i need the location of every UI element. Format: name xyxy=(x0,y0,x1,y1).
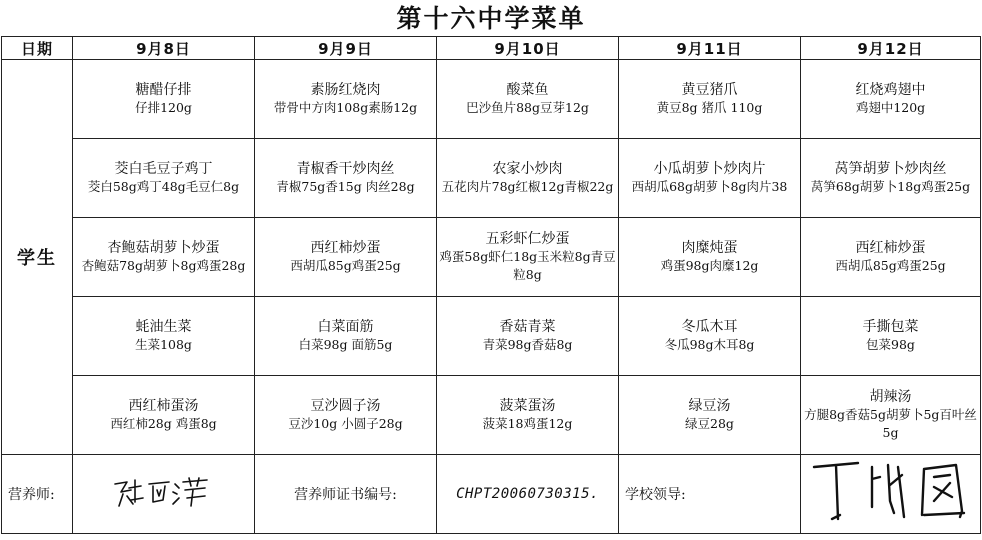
menu-cell xyxy=(255,218,437,297)
date-header-label: 日期 xyxy=(2,37,73,60)
day-header: 9月9日 xyxy=(255,37,437,60)
menu-cell xyxy=(255,297,437,376)
dish-name: 糖醋仔排 xyxy=(135,82,192,98)
dish-name: 茭白毛豆子鸡丁 xyxy=(114,161,213,177)
dish-ingredients: 茭白58g鸡丁48g毛豆仁8g xyxy=(87,179,240,194)
day-header: 9月11日 xyxy=(619,37,801,60)
dish-name: 冬瓜木耳 xyxy=(681,319,738,335)
dish-ingredients: 西胡瓜68g胡萝卜8g肉片38 xyxy=(631,179,788,194)
header-row xyxy=(2,37,981,60)
menu-cell xyxy=(619,60,801,139)
dish-name: 五彩虾仁炒蛋 xyxy=(485,231,570,247)
dish-name: 白菜面筋 xyxy=(317,319,374,335)
dish-name: 杏鲍菇胡萝卜炒蛋 xyxy=(107,240,220,256)
dish-ingredients: 豆沙10g 小圆子28g xyxy=(288,416,403,431)
leader-signature xyxy=(806,457,976,527)
menu-cell xyxy=(801,60,981,139)
menu-cell xyxy=(801,218,981,297)
cert-number: CHPT20060730315. xyxy=(456,486,599,502)
menu-cell xyxy=(437,218,619,297)
dish-ingredients: 绿豆28g xyxy=(685,416,734,431)
menu-cell xyxy=(437,297,619,376)
cert-label: 营养师证书编号: xyxy=(255,455,437,534)
dish-ingredients: 冬瓜98g木耳8g xyxy=(664,337,755,352)
dish-ingredients: 五花肉片78g红椒12g青椒22g xyxy=(441,179,614,194)
menu-cell xyxy=(619,297,801,376)
menu-cell xyxy=(255,139,437,218)
menu-cell xyxy=(437,139,619,218)
dish-name: 素肠红烧肉 xyxy=(310,82,381,98)
group-label: 学生 xyxy=(2,60,73,455)
dish-name: 莴笋胡萝卜炒肉丝 xyxy=(834,161,947,177)
menu-cell xyxy=(619,376,801,455)
dish-name: 蚝油生菜 xyxy=(135,319,192,335)
menu-cell xyxy=(255,60,437,139)
dish-name: 青椒香干炒肉丝 xyxy=(296,161,395,177)
dish-name: 黄豆猪爪 xyxy=(681,82,738,98)
dish-ingredients: 西红柿28g 鸡蛋8g xyxy=(110,416,217,431)
dish-ingredients: 方腿8g香菇5g胡萝卜5g百叶丝5g xyxy=(804,407,977,440)
dish-name: 农家小炒肉 xyxy=(492,161,563,177)
dish-ingredients: 鸡蛋58g虾仁18g玉米粒8g青豆粒8g xyxy=(439,249,616,282)
dish-name: 香菇青菜 xyxy=(499,319,556,335)
menu-cell xyxy=(73,297,255,376)
menu-table xyxy=(1,36,981,534)
day-header: 9月12日 xyxy=(801,37,981,60)
dish-name: 红烧鸡翅中 xyxy=(855,82,926,98)
dish-name: 菠菜蛋汤 xyxy=(499,398,556,414)
nutritionist-label: 营养师: xyxy=(2,455,73,534)
dish-ingredients: 西胡瓜85g鸡蛋25g xyxy=(290,258,401,273)
dish-ingredients: 鸡翅中120g xyxy=(855,100,926,115)
menu-cell xyxy=(73,60,255,139)
dish-name: 肉糜炖蛋 xyxy=(681,240,738,256)
dish-ingredients: 菠菜18鸡蛋12g xyxy=(482,416,573,431)
dish-name: 手撕包菜 xyxy=(862,319,919,335)
dish-ingredients: 鸡蛋98g肉糜12g xyxy=(660,258,759,273)
dish-name: 胡辣汤 xyxy=(869,389,912,405)
dish-ingredients: 生菜108g xyxy=(135,337,192,352)
menu-cell xyxy=(801,139,981,218)
menu-cell xyxy=(437,376,619,455)
menu-row xyxy=(2,60,981,139)
leader-label: 学校领导: xyxy=(619,455,801,534)
nutritionist-signature-cell xyxy=(73,455,255,534)
nutritionist-signature xyxy=(109,472,219,512)
dish-ingredients: 仔排120g xyxy=(135,100,192,115)
dish-name: 西红柿炒蛋 xyxy=(855,240,926,256)
menu-cell xyxy=(619,139,801,218)
dish-name: 酸菜鱼 xyxy=(506,82,549,98)
dish-ingredients: 西胡瓜85g鸡蛋25g xyxy=(835,258,946,273)
dish-ingredients: 包菜98g xyxy=(866,337,915,352)
day-header: 9月10日 xyxy=(437,37,619,60)
dish-name: 小瓜胡萝卜炒肉片 xyxy=(653,161,766,177)
dish-ingredients: 白菜98g 面筋5g xyxy=(298,337,393,352)
dish-name: 西红柿蛋汤 xyxy=(128,398,199,414)
page-title: 第十六中学菜单 xyxy=(396,4,586,33)
dish-ingredients: 黄豆8g 猪爪 110g xyxy=(656,100,763,115)
dish-ingredients: 青菜98g香菇8g xyxy=(482,337,573,352)
menu-cell xyxy=(801,376,981,455)
day-header: 9月8日 xyxy=(73,37,255,60)
menu-cell xyxy=(73,376,255,455)
menu-cell xyxy=(73,218,255,297)
menu-row xyxy=(2,376,981,455)
dish-ingredients: 莴笋68g胡萝卜18g鸡蛋25g xyxy=(810,179,971,194)
menu-cell xyxy=(437,60,619,139)
cert-number-cell xyxy=(437,455,619,534)
dish-ingredients: 青椒75g香15g 肉丝28g xyxy=(276,179,415,194)
dish-name: 绿豆汤 xyxy=(688,398,731,414)
dish-ingredients: 带骨中方肉108g素肠12g xyxy=(273,100,418,115)
dish-name: 豆沙圆子汤 xyxy=(310,398,381,414)
dish-name: 西红柿炒蛋 xyxy=(310,240,381,256)
menu-cell xyxy=(73,139,255,218)
dish-ingredients: 巴沙鱼片88g豆芽12g xyxy=(466,100,589,115)
menu-cell xyxy=(801,297,981,376)
menu-row xyxy=(2,297,981,376)
leader-signature-cell xyxy=(801,455,981,534)
dish-ingredients: 杏鲍菇78g胡萝卜8g鸡蛋28g xyxy=(81,258,246,273)
menu-cell xyxy=(619,218,801,297)
menu-row xyxy=(2,139,981,218)
menu-row xyxy=(2,218,981,297)
menu-cell xyxy=(255,376,437,455)
signature-row xyxy=(2,455,981,534)
